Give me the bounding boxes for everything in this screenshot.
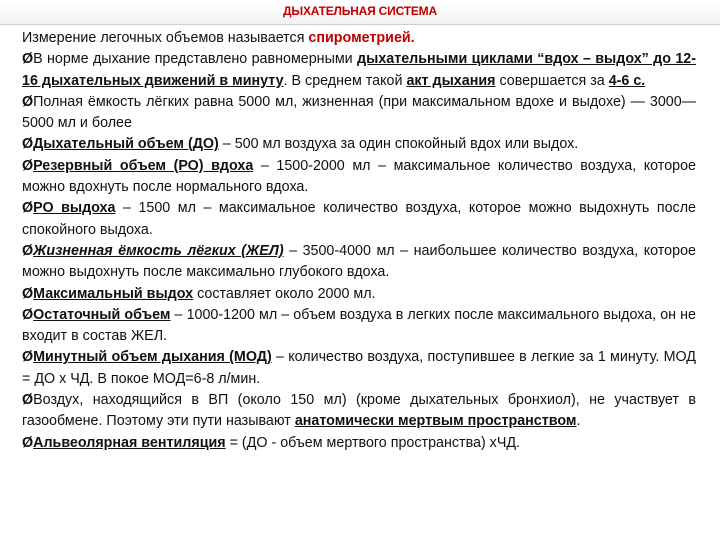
term-alveolar-ventilation: Альвеолярная вентиляция — [33, 434, 226, 451]
paragraph-dead-space — [22, 390, 696, 433]
text: – 1500 мл – максимальное количество воздуха, которое можно выдохнуть после спокойного выдоха. — [22, 200, 697, 238]
text: В норме дыхание представлено равномерными — [33, 51, 358, 68]
term-breath-act: акт дыхания — [406, 72, 496, 89]
bullet-arrow-icon: Ø — [22, 285, 34, 302]
term-breathing-cycles: дыхательными циклами “вдох – выдох” до 12-16 дыхательных движений в минуту — [22, 51, 696, 89]
text: – количество воздуха, поступившее в легкие за 1 минуту. МОД = ДО х ЧД. В покое МОД=6-8 л/мин. — [22, 349, 696, 387]
paragraph-breathing-cycles — [22, 49, 696, 92]
bullet-arrow-icon: Ø — [22, 93, 34, 110]
text: – 500 мл воздуха за один спокойный вдох или выдох. — [218, 136, 579, 153]
slide-title: ДЫХАТЕЛЬНАЯ СИСТЕМА — [283, 4, 437, 18]
term-expiratory-reserve: РО выдоха — [33, 200, 116, 217]
text: – 3500-4000 мл – наибольшее количество воздуха, которое можно выдохнуть после максимально глубокого вдоха. — [22, 242, 696, 281]
paragraph-spirometry — [22, 28, 696, 49]
paragraph-inspiratory-reserve — [22, 156, 696, 199]
slide-content — [22, 28, 696, 454]
bullet-arrow-icon: Ø — [22, 434, 34, 451]
text: = (ДО - объем мертвого пространства) х — [225, 434, 497, 451]
paragraph-expiratory-reserve — [22, 198, 696, 241]
term-minute-volume: Минутный объем дыхания (МОД) — [33, 349, 272, 366]
paragraph-max-expiration — [22, 284, 696, 305]
paragraph-alveolar-ventilation — [22, 433, 696, 454]
bullet-arrow-icon: Ø — [22, 157, 34, 174]
term-inspiratory-reserve: Резервный объем (РО) вдоха — [33, 157, 254, 174]
bullet-arrow-icon: Ø — [22, 392, 34, 409]
text: ЧД. — [496, 434, 521, 451]
paragraph-minute-volume — [22, 347, 696, 390]
text: совершается за — [495, 72, 609, 89]
bullet-arrow-icon: Ø — [22, 242, 34, 259]
title-bar — [0, 0, 720, 25]
bullet-arrow-icon: Ø — [22, 136, 34, 153]
paragraph-residual-volume — [22, 305, 696, 348]
term-residual-volume: Остаточный объем — [33, 306, 171, 323]
term-tidal-volume: Дыхательный объем (ДО) — [33, 136, 219, 153]
paragraph-tidal-volume — [22, 134, 696, 155]
term-spirometry: спирометрией. — [308, 30, 415, 46]
text: Измерение легочных объемов называется — [22, 30, 309, 46]
bullet-arrow-icon: Ø — [22, 51, 34, 68]
bullet-arrow-icon: Ø — [22, 200, 34, 217]
text: Воздух, находящийся в ВП (около 150 мл) (кроме дыхательных бронхиол), не участвует в газообмене. Поэтому эти пути называют — [22, 392, 696, 430]
term-duration: 4-6 с. — [608, 72, 646, 89]
bullet-arrow-icon: Ø — [22, 349, 34, 366]
text: составляет около 2000 мл. — [193, 285, 376, 302]
text: . В среднем такой — [283, 72, 407, 89]
paragraph-vital-capacity — [22, 241, 696, 284]
term-max-expiration: Максимальный выдох — [33, 285, 194, 302]
paragraph-total-capacity — [22, 92, 696, 135]
bullet-arrow-icon: Ø — [22, 306, 34, 323]
term-dead-space: анатомически мертвым пространством — [294, 413, 577, 430]
text: Полная ёмкость лёгких равна 5000 мл, жизненная (при максимальном вдохе и выдохе) — 3000—5000 мл и более — [22, 93, 696, 132]
text: – 1000-1200 мл – объем воздуха в легких после максимального выдоха, он не входит в состав ЖЕЛ. — [22, 306, 696, 345]
term-vital-capacity: Жизненная ёмкость лёгких (ЖЕЛ) — [33, 242, 284, 259]
text: . — [576, 413, 581, 430]
text: – 1500-2000 мл – максимальное количество воздуха, которое можно вдохнуть после нормального вдоха. — [22, 157, 696, 196]
